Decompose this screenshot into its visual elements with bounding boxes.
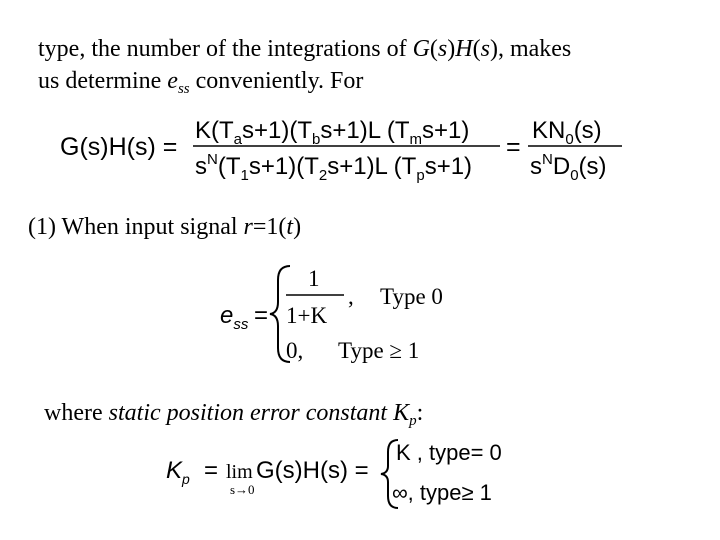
case-1-heading — [28, 212, 301, 242]
eq3-lim-sub: s→0 — [230, 482, 255, 497]
eq1-den2-sup: N — [542, 151, 553, 168]
eq2-e-sub: ss — [233, 316, 249, 333]
eq2-comma: , — [348, 284, 354, 309]
case-1-text: (1) When input signal — [28, 214, 244, 240]
case-1-text: =1( — [252, 214, 287, 240]
eq1-num-part: s+1)(T — [242, 117, 313, 144]
where-K: K — [393, 400, 410, 426]
eq1-equals: = — [506, 133, 521, 161]
eq3-lhs — [166, 457, 190, 487]
eq1-den-part: s+1)(T — [248, 153, 319, 180]
intro-paren: ) — [447, 36, 456, 62]
eq3-row-1: K , type= 0 — [396, 440, 502, 465]
intro-e-sub: ss — [177, 81, 190, 97]
eq1-den2-part: D — [552, 153, 571, 180]
eq2-type-ge-1: Type ≥ 1 — [338, 338, 420, 363]
intro-line-2 — [38, 66, 363, 104]
eq1-num-sub: b — [312, 131, 321, 148]
case-1-t: t — [286, 214, 294, 240]
eq2-frac-num: 1 — [308, 266, 320, 291]
eq1-den2-part: (s) — [578, 153, 607, 180]
intro-text: conveniently. For — [189, 68, 364, 94]
eq1-denominator-2 — [530, 151, 607, 184]
intro-text: type, the number of the integrations of — [38, 36, 413, 62]
intro-s: s — [437, 36, 448, 62]
intro-text: us determine — [38, 68, 168, 94]
eq1-den2-sub: 0 — [570, 167, 579, 184]
case-1-r: r — [243, 214, 253, 240]
eq3-equals: = — [204, 457, 219, 484]
intro-H: H — [455, 36, 473, 62]
intro-paren: ( — [429, 36, 438, 62]
eq3-expr: G(s)H(s) = — [256, 457, 369, 484]
eq1-den-part: (T — [217, 153, 241, 180]
eq1-numerator — [195, 117, 469, 148]
eq1-num2-sub: 0 — [565, 131, 574, 148]
eq1-den-sub: p — [416, 167, 425, 184]
eq1-num-sub: m — [409, 131, 423, 148]
eq1-den-part: s+1)L (T — [327, 153, 417, 180]
eq2-lhs — [220, 302, 249, 333]
eq1-den2-part: s — [530, 153, 542, 180]
intro-s: s — [480, 36, 490, 62]
where-italic: static position error constant — [108, 400, 394, 426]
eq1-num-part: s+1)L (T — [320, 117, 410, 144]
eq1-den-sub: 1 — [240, 167, 249, 184]
intro-paren: ( — [472, 36, 481, 62]
case-1-text: ) — [293, 214, 302, 240]
steady-state-error-equation — [220, 258, 470, 368]
position-error-constant-equation — [166, 436, 526, 512]
eq1-num-sub: a — [233, 131, 243, 148]
where-colon: : — [416, 400, 424, 426]
eq1-den-part: s+1) — [424, 153, 473, 180]
eq3-row-2: ∞, type≥ 1 — [392, 480, 492, 505]
eq2-equals: = — [254, 302, 269, 329]
eq1-num2-part: KN — [532, 117, 566, 144]
eq1-den-sub: 2 — [318, 167, 328, 184]
eq2-zero: 0, — [286, 338, 304, 363]
eq3-K: K — [166, 457, 183, 484]
where-line — [44, 398, 423, 436]
eq1-denominator — [195, 151, 472, 184]
eq1-num-part: s+1) — [422, 117, 470, 144]
intro-e: e — [167, 68, 178, 94]
where-K-sub: p — [409, 413, 417, 429]
intro-text: , makes — [497, 36, 572, 62]
transfer-function-equation — [60, 108, 640, 188]
eq3-lim: lim — [226, 461, 253, 483]
eq2-type-0: Type 0 — [380, 284, 443, 309]
intro-G: G — [412, 36, 430, 62]
eq1-den-sup: N — [207, 151, 218, 168]
eq2-frac-den: 1+K — [286, 303, 328, 328]
eq1-den-part: s — [195, 153, 207, 180]
intro-paren: ) — [489, 36, 498, 62]
eq3-K-sub: p — [182, 471, 190, 487]
where-text: where — [44, 400, 109, 426]
eq2-e: e — [220, 302, 234, 329]
intro-line-1 — [38, 34, 571, 64]
eq1-num2-part: (s) — [573, 117, 602, 144]
eq1-numerator-2 — [532, 117, 602, 148]
eq1-lhs: G(s)H(s) = — [60, 133, 178, 161]
eq1-num-part: K(T — [195, 117, 234, 144]
